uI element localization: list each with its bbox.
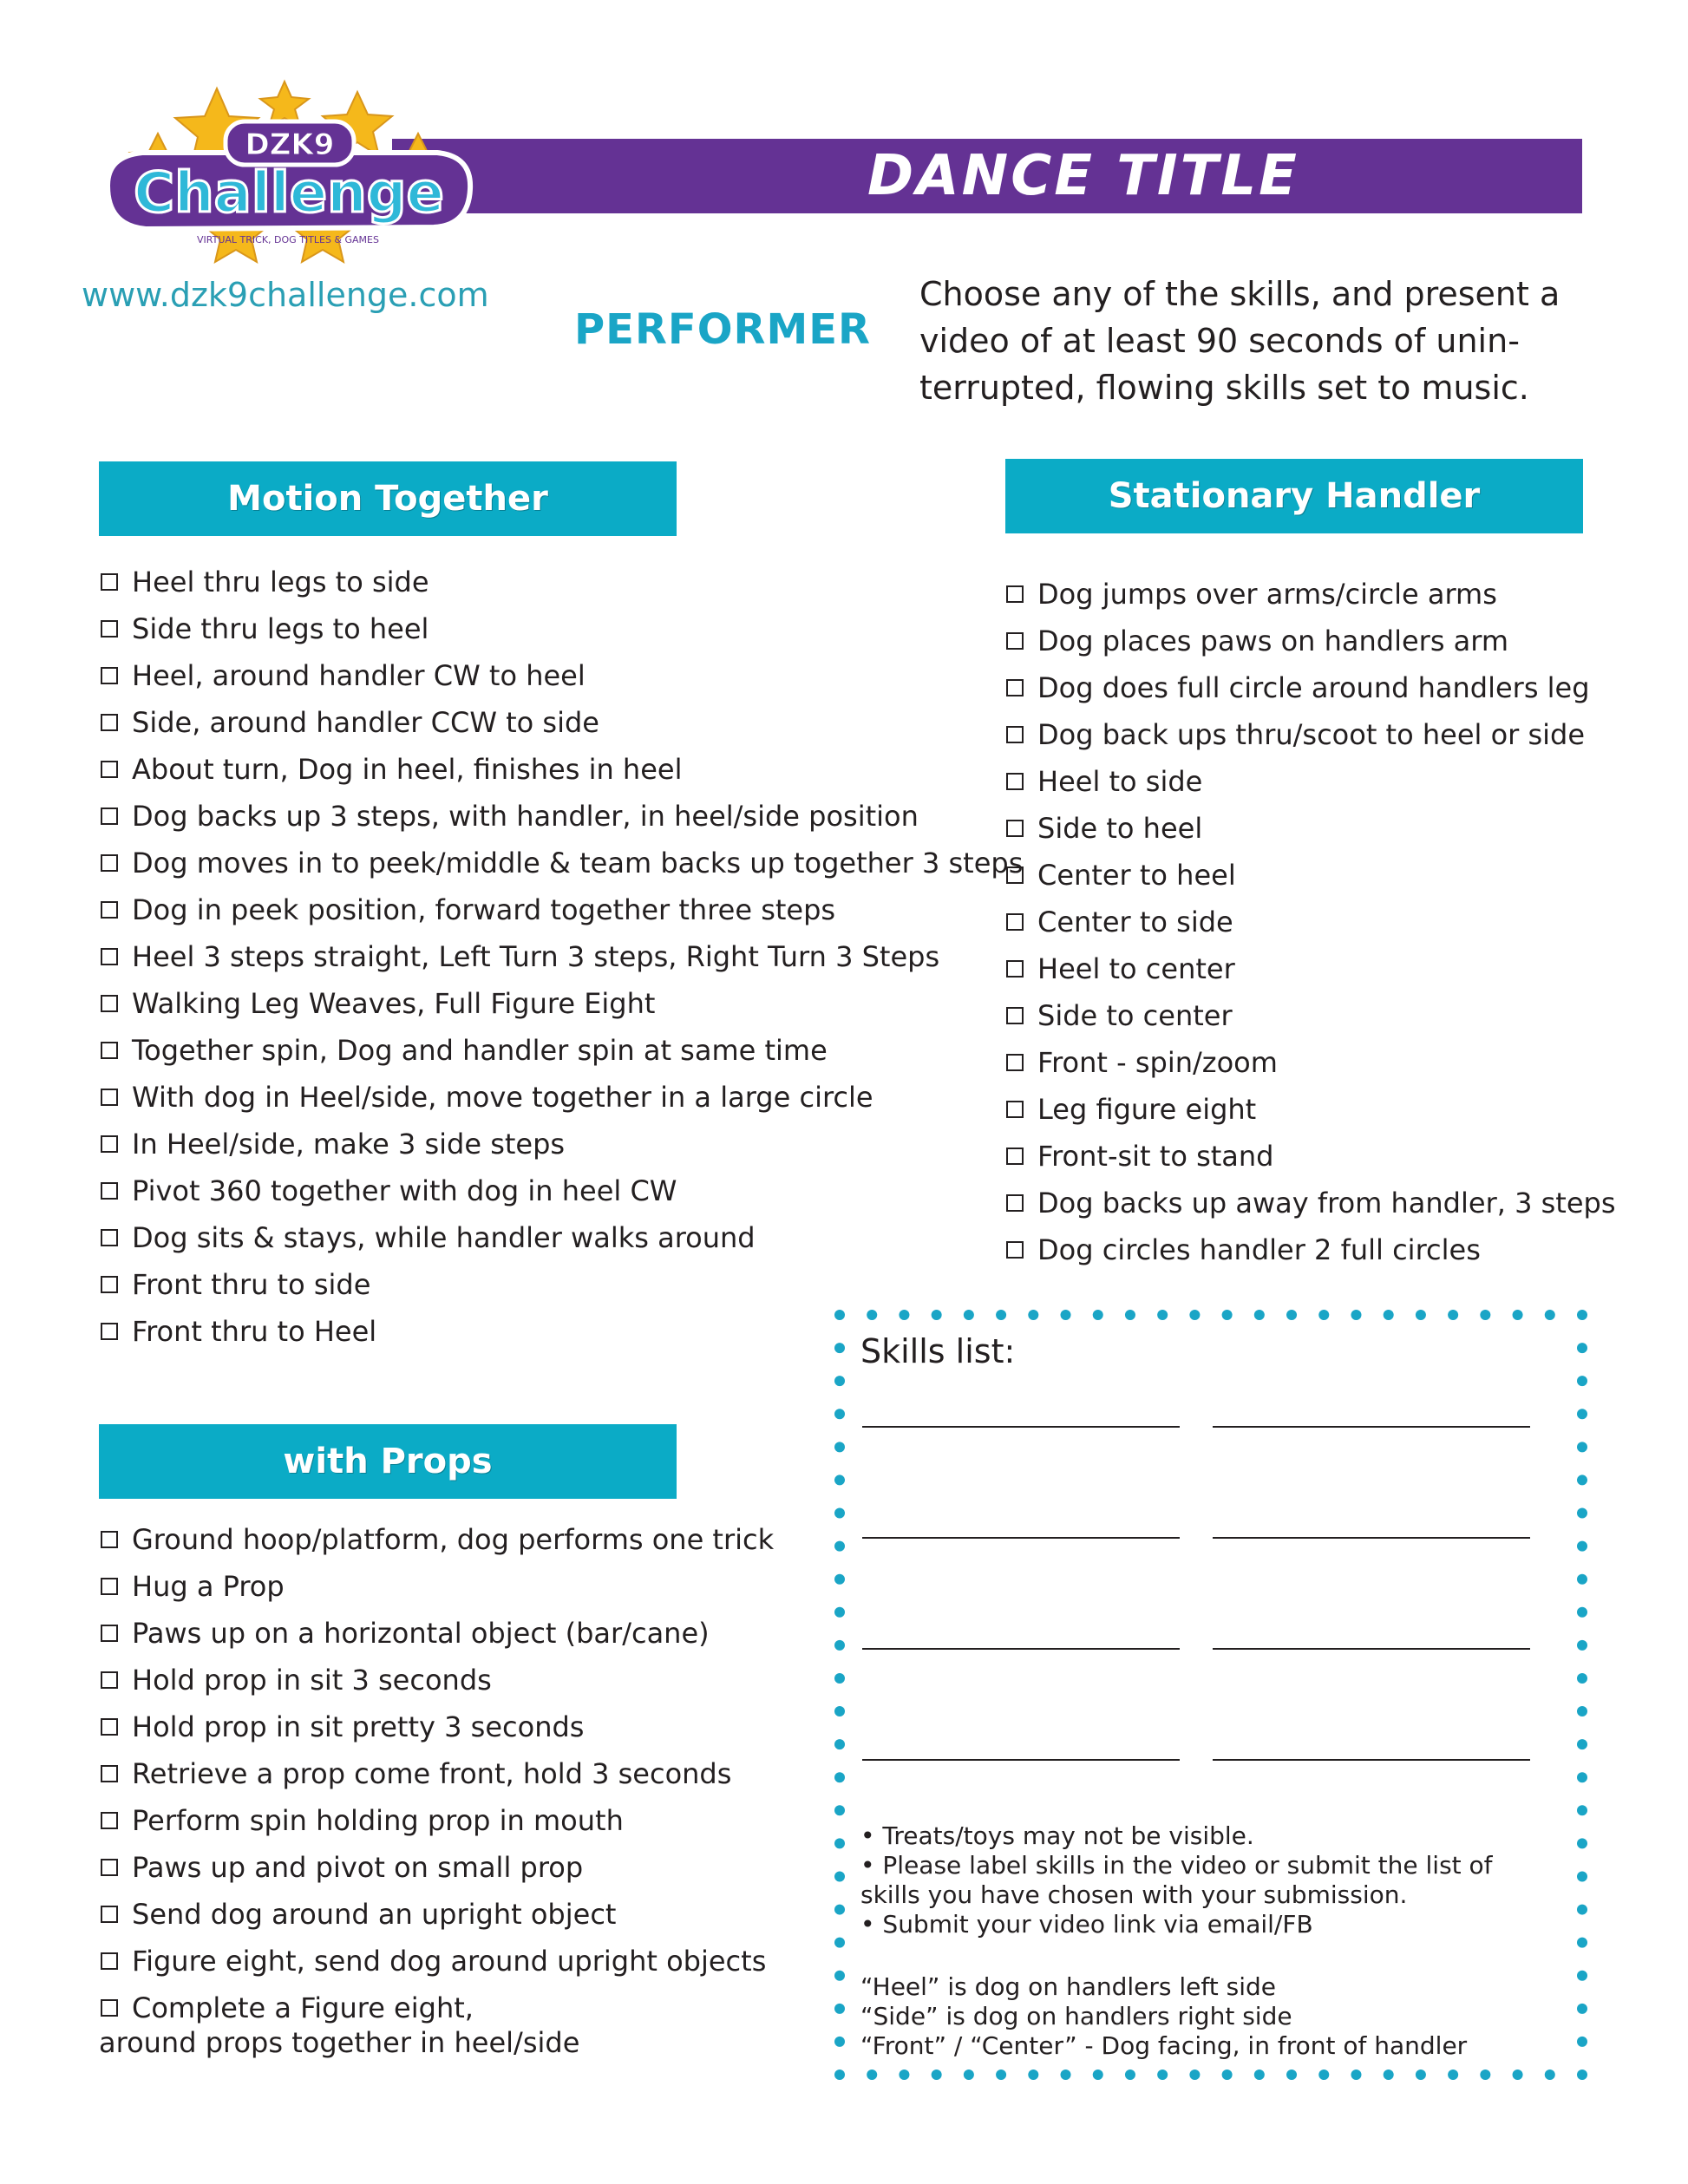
border-dot	[1577, 1805, 1587, 1815]
checkbox-icon[interactable]	[1006, 820, 1024, 837]
checklist-item[interactable]: Together spin, Dog and handler spin at same time	[101, 1027, 1023, 1074]
submission-notes	[860, 1821, 1554, 1939]
border-dot	[1125, 1310, 1135, 1320]
border-dot	[834, 1805, 845, 1815]
checklist-item[interactable]: Walking Leg Weaves, Full Figure Eight	[101, 980, 1023, 1027]
checklist-item[interactable]: Side thru legs to heel	[101, 605, 1023, 652]
checklist-item[interactable]: Perform spin holding prop in mouth	[101, 1797, 774, 1844]
border-dot	[1061, 1310, 1071, 1320]
skills-entry-line[interactable]	[862, 1537, 1180, 1539]
border-dot	[1061, 2070, 1071, 2080]
border-dot	[899, 2070, 909, 2080]
border-dot	[1448, 1310, 1458, 1320]
border-dot	[1577, 1541, 1587, 1552]
border-dot	[1577, 1475, 1587, 1485]
with-props-list	[101, 1516, 774, 2060]
skills-entry-line[interactable]	[1213, 1648, 1530, 1650]
border-dot	[1577, 1508, 1587, 1519]
border-dot	[932, 1310, 942, 1320]
border-dot	[1577, 1838, 1587, 1848]
border-dot	[964, 1310, 974, 1320]
border-dot	[1189, 2070, 1200, 2080]
border-dot	[834, 1772, 845, 1782]
border-dot	[1577, 1772, 1587, 1782]
definition-item: “Front” / “Center” - Dog facing, in front of handler	[860, 2031, 1468, 2060]
border-dot	[834, 1706, 845, 1716]
checkbox-icon[interactable]	[1006, 632, 1024, 650]
level-label: PERFORMER	[574, 305, 871, 354]
skills-list-box	[833, 1308, 1589, 2082]
border-dot	[834, 1343, 845, 1353]
checkbox-icon[interactable]	[101, 573, 118, 591]
checklist-item[interactable]: Dog does full circle around handlers leg	[1006, 664, 1615, 711]
checkbox-icon[interactable]	[1006, 585, 1024, 603]
checkbox-icon[interactable]	[101, 1625, 118, 1642]
checklist-item[interactable]: Dog in peek position, forward together three steps	[101, 886, 1023, 933]
checklist-item[interactable]: About turn, Dog in heel, finishes in heel	[101, 746, 1023, 793]
border-dot	[867, 2070, 877, 2080]
border-dot	[1286, 2070, 1297, 2080]
border-dot	[1577, 1673, 1587, 1684]
checkbox-icon[interactable]	[101, 1578, 118, 1595]
checklist-item[interactable]: Paws up on a horizontal object (bar/cane)	[101, 1610, 774, 1657]
border-dot	[1577, 1640, 1587, 1651]
checklist-item[interactable]: Retrieve a prop come front, hold 3 seconds	[101, 1750, 774, 1797]
border-dot	[1157, 1310, 1168, 1320]
border-dot	[1093, 1310, 1103, 1320]
checkbox-icon[interactable]	[101, 1276, 118, 1293]
border-dot	[996, 1310, 1006, 1320]
border-dot	[1577, 1442, 1587, 1452]
border-dot	[1189, 1310, 1200, 1320]
border-dot	[1416, 2070, 1426, 2080]
checkbox-icon[interactable]	[1006, 1241, 1024, 1259]
border-dot	[1028, 2070, 1038, 2080]
border-dot	[834, 1508, 845, 1519]
checkbox-icon[interactable]	[101, 714, 118, 731]
checklist-item[interactable]: Front thru to side	[101, 1261, 1023, 1308]
skills-entry-line[interactable]	[1213, 1537, 1530, 1539]
logo-tagline: VIRTUAL TRICK, DOG TITLES & GAMES	[197, 234, 379, 245]
border-dot	[1577, 1343, 1587, 1353]
border-dot	[1577, 1739, 1587, 1749]
checkbox-icon[interactable]	[101, 1859, 118, 1876]
checkbox-icon[interactable]	[1006, 866, 1024, 884]
checklist-item[interactable]: Front thru to Heel	[101, 1308, 1023, 1355]
checklist-item[interactable]: Side to heel	[1006, 805, 1615, 852]
border-dot	[834, 1475, 845, 1485]
border-dot	[1254, 1310, 1265, 1320]
checkbox-icon[interactable]	[1006, 1148, 1024, 1165]
border-dot	[899, 1310, 909, 1320]
checkbox-icon[interactable]	[101, 1718, 118, 1736]
checkbox-icon[interactable]	[101, 1229, 118, 1246]
checklist-item[interactable]: Heel thru legs to side	[101, 559, 1023, 605]
skills-entry-line[interactable]	[1213, 1759, 1530, 1761]
checkbox-icon[interactable]	[101, 1812, 118, 1829]
checklist-item[interactable]: With dog in Heel/side, move together in a large circle	[101, 1074, 1023, 1121]
checklist-item[interactable]: Front - spin/zoom	[1006, 1039, 1615, 1086]
checklist-item[interactable]: Dog jumps over arms/circle arms	[1006, 571, 1615, 618]
checklist-item[interactable]: Dog places paws on handlers arm	[1006, 618, 1615, 664]
logo-challenge-text: Challenge	[134, 161, 444, 226]
border-dot	[996, 2070, 1006, 2080]
border-dot	[834, 1409, 845, 1419]
border-dot	[834, 1310, 845, 1320]
border-dot	[1513, 1310, 1523, 1320]
border-dot	[1286, 1310, 1297, 1320]
checklist-item[interactable]: In Heel/side, make 3 side steps	[101, 1121, 1023, 1167]
checklist-item[interactable]: Side to center	[1006, 992, 1615, 1039]
checkbox-icon[interactable]	[101, 995, 118, 1012]
checklist-item[interactable]: Dog backs up 3 steps, with handler, in heel/side position	[101, 793, 1023, 840]
border-dot	[1577, 2004, 1587, 2014]
border-dot	[1577, 1409, 1587, 1419]
border-dot	[834, 1739, 845, 1749]
border-dot	[1545, 1310, 1555, 1320]
checklist-item[interactable]: Front-sit to stand	[1006, 1133, 1615, 1180]
border-dot	[834, 1376, 845, 1386]
border-dot	[834, 1673, 845, 1684]
border-dot	[834, 1640, 845, 1651]
motion-together-list	[101, 559, 1023, 1355]
checkbox-icon[interactable]	[101, 1089, 118, 1106]
checklist-item[interactable]: Dog back ups thru/scoot to heel or side	[1006, 711, 1615, 758]
definition-item: “Side” is dog on handlers right side	[860, 2002, 1292, 2030]
border-dot	[834, 1971, 845, 1981]
checklist-item[interactable]: Heel to center	[1006, 945, 1615, 992]
checkbox-icon[interactable]	[1006, 1101, 1024, 1118]
note-item: • Please label skills in the video or submit the list of skills you have chosen with your submission.	[860, 1851, 1493, 1909]
border-dot	[1577, 1607, 1587, 1618]
website-url: www.dzk9challenge.com	[82, 276, 489, 314]
checkbox-icon[interactable]	[101, 1182, 118, 1200]
checkbox-icon[interactable]	[101, 667, 118, 684]
checklist-item[interactable]: Center to side	[1006, 899, 1615, 945]
checklist-item[interactable]: Leg figure eight	[1006, 1086, 1615, 1133]
checklist-item[interactable]: Complete a Figure eight, around props together in heel/side	[99, 1991, 580, 2059]
logo-dzk9-text: DZK9	[245, 128, 335, 162]
border-dot	[1577, 1706, 1587, 1716]
border-dot	[1577, 1971, 1587, 1981]
checkbox-icon[interactable]	[101, 1042, 118, 1059]
border-dot	[1125, 2070, 1135, 2080]
border-dot	[1384, 2070, 1394, 2080]
definition-item: “Heel” is dog on handlers left side	[860, 1972, 1277, 2001]
checkbox-icon[interactable]	[101, 1135, 118, 1153]
border-dot	[834, 1871, 845, 1881]
checkbox-icon[interactable]	[101, 1999, 118, 2017]
border-dot	[1384, 1310, 1394, 1320]
border-dot	[1351, 2070, 1361, 2080]
note-item: • Submit your video link via email/FB	[860, 1910, 1313, 1939]
border-dot	[1577, 1574, 1587, 1585]
border-dot	[834, 2004, 845, 2014]
border-dot	[834, 1607, 845, 1618]
skills-entry-line[interactable]	[862, 1759, 1180, 1761]
border-dot	[1318, 1310, 1329, 1320]
border-dot	[1545, 2070, 1555, 2080]
checkbox-icon[interactable]	[101, 901, 118, 919]
checklist-item[interactable]: Ground hoop/platform, dog performs one trick	[101, 1516, 774, 1563]
border-dot	[1577, 1938, 1587, 1948]
skills-entry-line[interactable]	[862, 1426, 1180, 1428]
checkbox-icon[interactable]	[101, 1906, 118, 1923]
section-header-stationary-handler: Stationary Handler	[1005, 459, 1583, 533]
border-dot	[964, 2070, 974, 2080]
checkbox-icon[interactable]	[1006, 726, 1024, 743]
checkbox-icon[interactable]	[101, 1531, 118, 1548]
border-dot	[1577, 2037, 1587, 2047]
border-dot	[1577, 1871, 1587, 1881]
checklist-item[interactable]: Heel, around handler CW to heel	[101, 652, 1023, 699]
border-dot	[834, 1938, 845, 1948]
checkbox-icon[interactable]	[1006, 1007, 1024, 1024]
checkbox-icon[interactable]	[101, 1765, 118, 1782]
checkbox-icon[interactable]	[101, 948, 118, 965]
border-dot	[834, 1541, 845, 1552]
checkbox-icon[interactable]	[101, 1671, 118, 1689]
border-dot	[1480, 2070, 1490, 2080]
border-dot	[867, 1310, 877, 1320]
border-dot	[834, 1574, 845, 1585]
checkbox-icon[interactable]	[1006, 773, 1024, 790]
checklist-item[interactable]: Dog moves in to peek/middle & team backs up together 3 steps	[101, 840, 1023, 886]
position-definitions	[860, 1972, 1554, 2061]
checkbox-icon[interactable]	[1006, 913, 1024, 931]
checklist-item[interactable]: Dog circles handler 2 full circles	[1006, 1226, 1615, 1273]
checklist-item[interactable]: Side, around handler CCW to side	[101, 699, 1023, 746]
checkbox-icon[interactable]	[101, 1952, 118, 1970]
border-dot	[932, 2070, 942, 2080]
checkbox-icon[interactable]	[1006, 1054, 1024, 1071]
checkbox-icon[interactable]	[101, 854, 118, 872]
border-dot	[1577, 2070, 1587, 2080]
checklist-item[interactable]: Send dog around an upright object	[101, 1891, 774, 1938]
skills-list-label: Skills list:	[860, 1332, 1016, 1370]
checkbox-icon[interactable]	[1006, 1194, 1024, 1212]
stationary-handler-list	[1006, 571, 1615, 1273]
border-dot	[1513, 2070, 1523, 2080]
checkbox-icon[interactable]	[101, 808, 118, 825]
dzk9-challenge-logo	[97, 73, 479, 272]
skills-entry-line[interactable]	[862, 1648, 1180, 1650]
checkbox-icon[interactable]	[101, 1323, 118, 1340]
checklist-item[interactable]: Pivot 360 together with dog in heel CW	[101, 1167, 1023, 1214]
skills-entry-line[interactable]	[1213, 1426, 1530, 1428]
border-dot	[834, 1442, 845, 1452]
intro-text: Choose any of the skills, and present a video of at least 90 seconds of unin-terrupted, flowing skills set to music.	[919, 275, 1560, 407]
note-item: • Treats/toys may not be visible.	[860, 1821, 1254, 1850]
border-dot	[1093, 2070, 1103, 2080]
checkbox-icon[interactable]	[101, 761, 118, 778]
border-dot	[834, 2070, 845, 2080]
border-dot	[1448, 2070, 1458, 2080]
border-dot	[1222, 2070, 1233, 2080]
section-header-motion-together: Motion Together	[99, 461, 677, 536]
checklist-item[interactable]: Dog sits & stays, while handler walks around	[101, 1214, 1023, 1261]
border-dot	[1028, 1310, 1038, 1320]
border-dot	[1351, 1310, 1361, 1320]
checklist-item[interactable]: Paws up and pivot on small prop	[101, 1844, 774, 1891]
checkbox-icon[interactable]	[101, 620, 118, 638]
border-dot	[1577, 1310, 1587, 1320]
checklist-item[interactable]: Hold prop in sit pretty 3 seconds	[101, 1703, 774, 1750]
checklist-item[interactable]: Heel to side	[1006, 758, 1615, 805]
border-dot	[834, 1838, 845, 1848]
border-dot	[1318, 2070, 1329, 2080]
checkbox-icon[interactable]	[1006, 960, 1024, 978]
border-dot	[1577, 1376, 1587, 1386]
checklist-item[interactable]: Hold prop in sit 3 seconds	[101, 1657, 774, 1703]
checklist-item[interactable]: Heel 3 steps straight, Left Turn 3 steps, Right Turn 3 Steps	[101, 933, 1023, 980]
checklist-item[interactable]: Figure eight, send dog around upright objects	[101, 1938, 774, 1985]
checklist-item[interactable]: Center to heel	[1006, 852, 1615, 899]
checklist-item[interactable]: Dog backs up away from handler, 3 steps	[1006, 1180, 1615, 1226]
section-header-with-props: with Props	[99, 1424, 677, 1499]
border-dot	[1577, 1905, 1587, 1915]
dance-title: DANCE TITLE	[867, 144, 1299, 208]
border-dot	[1416, 1310, 1426, 1320]
checkbox-icon[interactable]	[1006, 679, 1024, 696]
checklist-item[interactable]: Hug a Prop	[101, 1563, 774, 1610]
border-dot	[834, 2037, 845, 2047]
border-dot	[834, 1905, 845, 1915]
border-dot	[1254, 2070, 1265, 2080]
border-dot	[1157, 2070, 1168, 2080]
border-dot	[1480, 1310, 1490, 1320]
border-dot	[1222, 1310, 1233, 1320]
